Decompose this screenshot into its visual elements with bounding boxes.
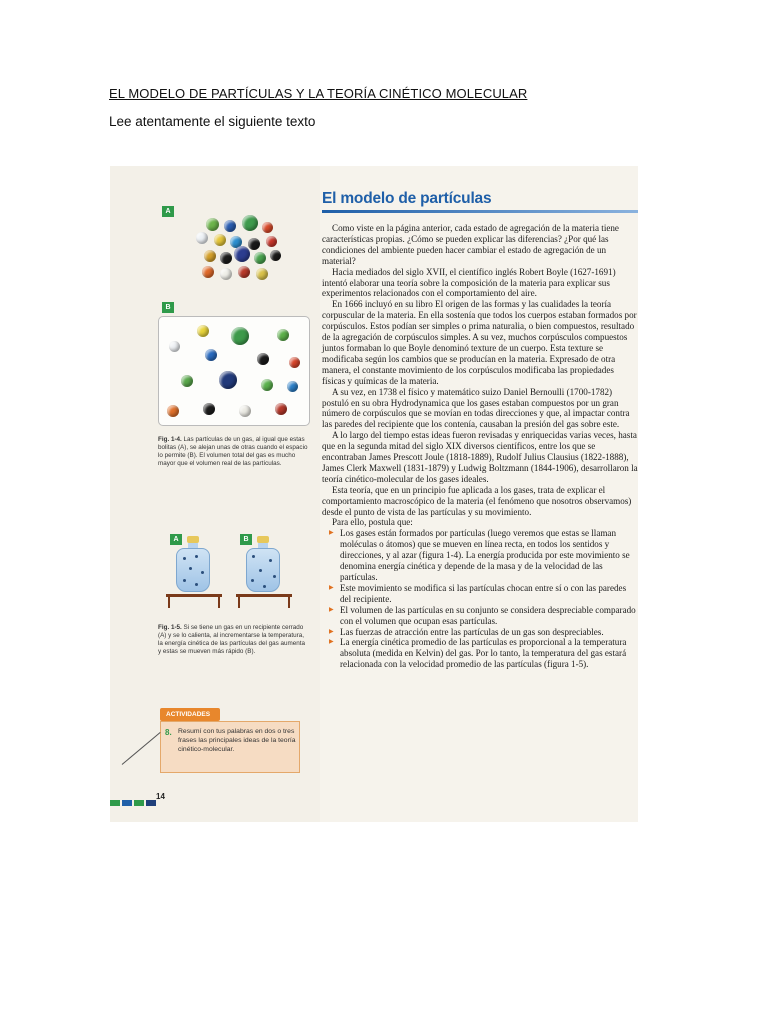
page-number: 14 — [156, 792, 165, 801]
paragraph: En 1666 incluyó en su libro El origen de las formas y las cualidades la teoría corpuscular de la materia. En ella sostenía que todos los cuerpos estaban formados por corpúsculos. Estos podían ser simples o prima naturalia, o bien compuestos, resultado de la agregación de corpúsculos simples. A su vez, muchos corpúsculos compuestos juntos formaban lo que Boyle denominó texture de un cuerpo. Esta texture se modificaba según los cambios que se producían en la materia. Expresado de otra manera, el constante movimiento de los corpúsculos modificaba las propiedades físicas y químicas de la materia. — [322, 299, 637, 386]
flask-b — [246, 548, 280, 592]
list-item: ▶ Las fuerzas de atracción entre las partículas de un gas son despreciables. — [330, 627, 638, 638]
figure-label-a: A — [162, 206, 174, 217]
activity-box — [160, 721, 300, 773]
figure-1-4-caption — [158, 436, 308, 468]
figure-1-5-caption-text: Si se tiene un gas en un recipiente cerrado (A) y se lo calienta, al incrementarse la temperatura, la energía cinética de las partículas del gas aumenta y estas se mueven más rápido (B). — [158, 624, 306, 655]
paragraph: Como viste en la página anterior, cada estado de agregación de la materia tiene características propias. ¿Cómo se pueden explicar las diferencias? ¿Por qué las condiciones del ambiente pueden hacer cambiar el estado de agregación de un material? — [322, 223, 619, 266]
list-item: ▶ El volumen de las partículas en su conjunto se considera despreciable comparado con el volumen que ocupan esas partículas. — [330, 605, 638, 627]
postulates-list — [330, 528, 638, 670]
figure-1-4-caption-text: Las partículas de un gas, al igual que estas bolitas (A), se alejan unas de otras cuando el espacio lo permite (B). El volumen total del gas es mucho mayor que el volumen real de las partículas. — [158, 436, 308, 467]
page-color-bar — [110, 793, 158, 799]
paragraph: Para ello, postula que: — [332, 517, 413, 528]
paragraph: A su vez, en 1738 el físico y matemático suizo Daniel Bernoulli (1700-1782) postuló en su obra Hydrodynamica que los gases estaban compuestos por un gran número de corpúsculos que se movían en todas direcciones y que, al impactar contra las paredes del recipiente que los contenía, causaban la presión del gas sobre este. — [322, 386, 630, 430]
paragraph: A lo largo del tiempo estas ideas fueron revisadas y enriquecidas varias veces, hasta que en la segunda mitad del siglo XIX diversos científicos, entre los que se encontraban James Prescott Joule (1818-1889), Rudolf Julius Clausius (1822-1888), James Clerk Maxwell (1831-1879) y Ludwig Boltzmann (1844-1906), desarrollaron la teoría cinético-molecular de los gases ideales. — [322, 430, 638, 484]
heading-rule — [322, 210, 638, 213]
left-margin-column — [110, 166, 320, 822]
figure-1-4-caption-lead: Fig. 1-4. — [158, 436, 182, 443]
figure-1-5-label-b: B — [240, 534, 252, 545]
paragraph: Esta teoría, que en un principio fue aplicada a los gases, trata de explicar el comportamiento macroscópico de la materia (el fenómeno que nosotros observamos) desde el punto de vista de las partículas y su movimiento. — [322, 484, 632, 517]
figure-1-5-label-a: A — [170, 534, 182, 545]
document-title: EL MODELO DE PARTÍCULAS Y LA TEORÍA CINÉTICO MOLECULAR — [109, 86, 528, 101]
figure-1-5-caption-lead: Fig. 1-5. — [158, 624, 182, 631]
scanned-textbook-page — [110, 166, 638, 822]
paragraph: Hacia mediados del siglo XVII, el científico inglés Robert Boyle (1627-1691) intentó elaborar una teoría sobre la composición de la materia para explicar sus experimentos relacionados con el comportamiento del aire. — [322, 266, 616, 299]
list-item: ▶ Este movimiento se modifica si las partículas chocan entre sí o con las paredes del recipiente. — [330, 583, 638, 605]
marbles-figure-b — [158, 316, 310, 426]
list-item: ▶ Los gases están formados por partículas (luego veremos que estas se llaman moléculas o átomos) que se mueven en línea recta, en todos los sentidos y direcciones, y al azar (figura 1-4). La energía producida por este movimiento se denomina energía cinética y depende de la masa y de la velocidad de las partículas. — [330, 528, 638, 583]
pen-mark — [122, 732, 161, 765]
activity-number: 8. — [165, 728, 172, 737]
body-text — [322, 223, 638, 670]
list-item: ▶ La energía cinética promedio de las partículas es proporcional a la temperatura absoluta (medida en Kelvin) del gas. Por lo tanto, la temperatura del gas estará relacionada con la velocidad promedio de las partículas (figura 1-5). — [330, 637, 638, 670]
figure-label-b: B — [162, 302, 174, 313]
flask-a — [176, 548, 210, 592]
activity-text: Resumí con tus palabras en dos o tres frases las principales ideas de la teoría cinético-molecular. — [178, 728, 296, 753]
heated-gas-flasks-figure — [156, 534, 306, 614]
document-instruction: Lee atentamente el siguiente texto — [109, 114, 316, 129]
section-heading: El modelo de partículas — [322, 190, 492, 207]
marbles-figure-a — [162, 200, 302, 296]
figure-1-5-caption — [158, 624, 308, 656]
main-text-column — [322, 190, 638, 670]
activities-header: ACTIVIDADES — [160, 708, 220, 721]
